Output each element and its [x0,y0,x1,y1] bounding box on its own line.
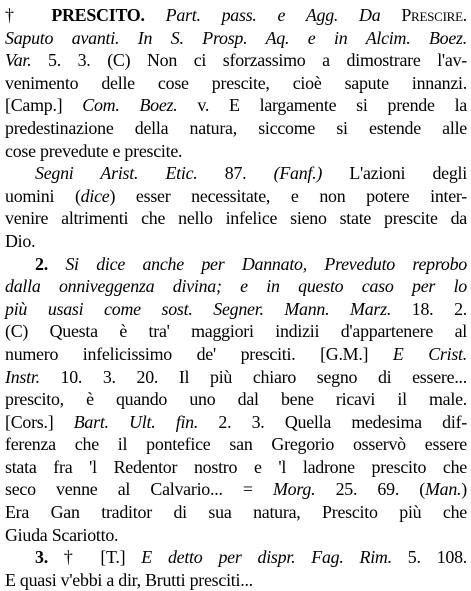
text-line [5,411,467,434]
text-run: Man. [425,479,462,500]
text-run: 2. [35,253,66,274]
text-run: † [T.] [63,547,142,568]
text-run: Dio. [5,230,36,251]
text-line [5,253,467,276]
text-run: Instr. [5,366,40,387]
text-run: (C) Questa è tra' maggiori indizii d'appartenere al [5,321,467,342]
text-run: Com. Boez. [82,95,178,116]
text-run: Part. pass. e Agg. Da [165,5,402,25]
text-run: Morg. [273,479,316,500]
text-run: venire altrimenti che nello infelice sieno state prescite da [5,208,467,229]
text-line [5,343,467,366]
text-line [5,72,467,95]
text-line [5,140,467,163]
text-line [5,524,467,547]
text-run: PRESCITO. [51,5,145,25]
text-line [5,207,467,230]
text-run: (Fanf.) [273,163,323,184]
text-line [5,478,467,501]
text-run: † [5,5,52,25]
text-run: predestinazione della natura, siccome si estende alle [5,117,467,138]
text-run: L'azioni degli [322,163,467,184]
text-line [5,546,467,569]
text-run: numero infelicissimo de' presciti. [G.M.] [5,343,393,364]
text-run: dice [80,185,110,206]
dictionary-entry [5,4,467,591]
text-line [5,433,467,456]
text-run: cose prevedute e prescite. [5,140,183,161]
text-run: 5. 108. [391,547,468,568]
text-run: uomini ( [5,185,81,206]
text-run: Saputo avanti. In S. Prosp. Aq. e in Alcim. Boez. [5,27,467,48]
text-line [5,275,467,298]
text-run: dalla onniveggenza divina; e in questo caso per lo [5,276,467,297]
text-line [5,94,467,117]
text-run: 25. 69. ( [315,479,425,500]
text-run: seco venne al Calvario... = [5,479,273,500]
text-line [5,456,467,479]
text-line [5,117,467,140]
text-line [5,569,467,591]
text-run: 3. [35,547,64,568]
text-run: E quasi v'ebbi a dir, Brutti presciti... [5,569,253,590]
text-run: v. E largamente si prende la [177,95,467,116]
text-run: 2. 3. Quella medesima dif- [198,411,467,432]
text-run: E detto per dispr. Fag. Rim. [141,547,392,568]
text-run: Prescire. [401,5,467,25]
text-run: Bart. Ult. fin. [73,411,199,432]
text-line [5,27,467,50]
text-line [5,185,467,208]
text-run: Var. [5,50,32,71]
text-run: Segni Arist. Etic. [35,163,198,184]
text-line [5,501,467,524]
text-line [5,388,467,411]
text-run [145,5,166,25]
text-line [5,4,467,27]
text-run: Era Gan traditor di sua natura, Prescito più che [5,502,467,523]
text-run: 87. [197,163,274,184]
text-line [5,366,467,389]
text-run: ) [461,479,467,500]
text-run: 10. 3. 20. Il più chiaro segno di essere... [39,366,467,387]
text-run: E Crist. [392,343,467,364]
text-line [5,298,467,321]
text-run: stata fra 'l Redentor nostro e 'l ladrone prescito che [5,456,467,477]
text-run: 5. 3. (C) Non ci sforzassimo a dimostrare l'av- [31,50,467,71]
text-run: [Cors.] [5,411,74,432]
text-line [5,230,467,253]
text-line [5,49,467,72]
text-run: prescito, è quando uno dal bene ricavi il male. [5,389,467,410]
text-run: più usasi come sost. Segner. Mann. Marz. [5,298,392,319]
text-run: [Camp.] [5,95,83,116]
text-line [5,162,467,185]
text-run: Si dice anche per Dannato, Preveduto reprobo [65,253,467,274]
text-run: venimento delle cose prescite, cioè sapute innanzi. [5,72,467,93]
text-line [5,320,467,343]
text-run: 18. 2. [391,298,467,319]
text-run: Giuda Scariotto. [5,524,119,545]
text-run: ) esser necessitate, e non potere inter- [109,185,467,206]
text-run: ferenza che il pontefice san Gregorio osservò essere [5,434,467,455]
